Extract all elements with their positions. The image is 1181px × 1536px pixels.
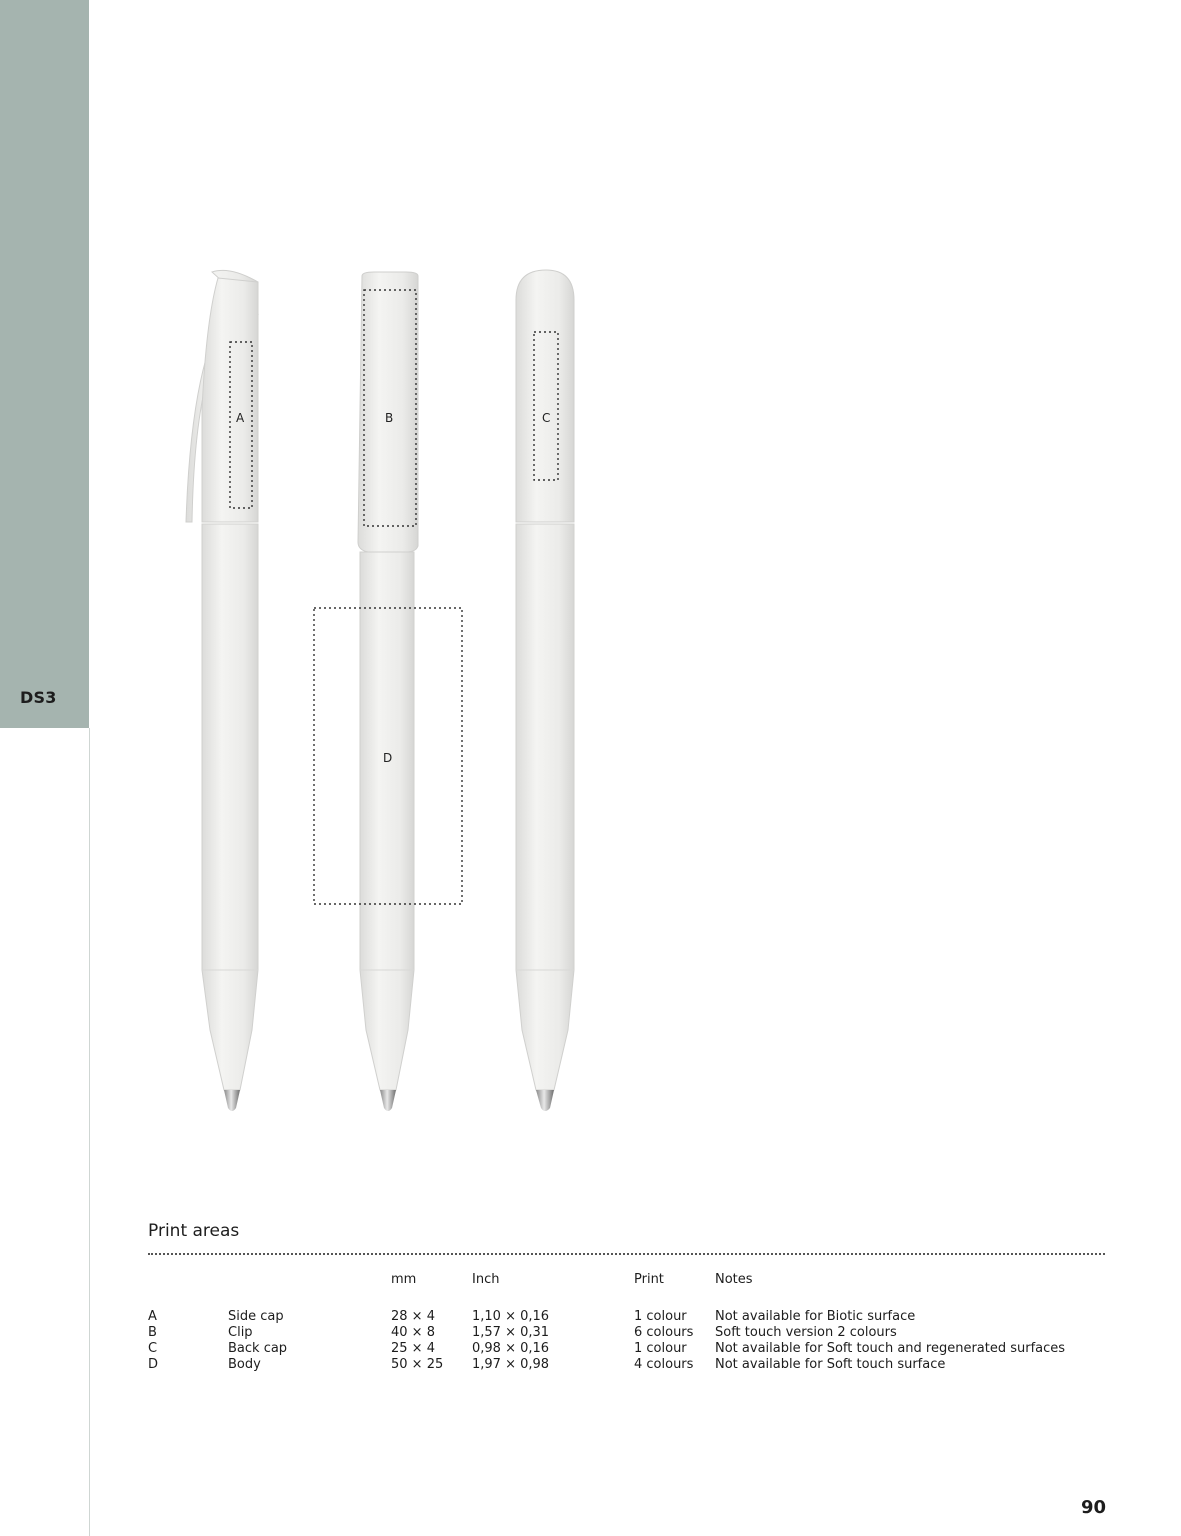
pen-front-view	[314, 272, 462, 1111]
table-header-row	[148, 1272, 1105, 1298]
row-mm: 40 × 8	[391, 1325, 435, 1340]
pen-illustration-svg	[150, 260, 630, 1130]
row-name: Body	[228, 1357, 261, 1372]
table-row	[148, 1357, 1105, 1373]
pen-cap	[202, 278, 258, 522]
row-inch: 1,57 × 0,31	[472, 1325, 550, 1340]
side-divider-line	[89, 728, 90, 1536]
side-color-band	[0, 0, 89, 728]
row-inch: 1,10 × 0,16	[472, 1309, 550, 1324]
pen-back-cap	[516, 270, 574, 522]
header-notes: Notes	[715, 1272, 753, 1287]
row-name: Side cap	[228, 1309, 284, 1324]
print-area-b-label: B	[385, 411, 394, 425]
pen-side-view	[186, 270, 258, 1111]
row-inch: 0,98 × 0,16	[472, 1341, 550, 1356]
row-key: A	[148, 1309, 157, 1324]
pen-barrel	[202, 524, 258, 1090]
row-print: 1 colour	[634, 1309, 687, 1324]
row-key: D	[148, 1357, 159, 1372]
pen-tip	[536, 1090, 554, 1111]
pen-illustrations	[150, 260, 630, 1130]
print-area-d-label: D	[383, 751, 393, 765]
table-row	[148, 1309, 1105, 1325]
row-notes: Not available for Biotic surface	[715, 1309, 916, 1324]
header-print: Print	[634, 1272, 664, 1287]
print-areas-table	[148, 1272, 1105, 1373]
pen-back-view	[516, 270, 574, 1111]
row-name: Clip	[228, 1325, 253, 1340]
pen-barrel	[516, 524, 574, 1090]
row-mm: 50 × 25	[391, 1357, 444, 1372]
header-name	[228, 1272, 391, 1298]
row-key: B	[148, 1325, 157, 1340]
row-name: Back cap	[228, 1341, 288, 1356]
row-notes: Soft touch version 2 colours	[715, 1325, 897, 1340]
row-print: 6 colours	[634, 1325, 694, 1340]
row-key: C	[148, 1341, 158, 1356]
table-row	[148, 1325, 1105, 1341]
header-key	[148, 1272, 228, 1298]
pen-tip	[380, 1090, 396, 1111]
header-mm: mm	[391, 1272, 417, 1287]
pen-barrel	[360, 552, 414, 1090]
page-number: 90	[1081, 1497, 1107, 1518]
model-code-label: DS3	[20, 688, 57, 707]
print-area-a-label: A	[236, 411, 245, 425]
row-notes: Not available for Soft touch and regenerated surfaces	[715, 1341, 1066, 1356]
print-areas-title: Print areas	[148, 1221, 240, 1241]
pen-tip	[224, 1090, 240, 1111]
header-inch: Inch	[472, 1272, 500, 1287]
row-inch: 1,97 × 0,98	[472, 1357, 550, 1372]
row-print: 1 colour	[634, 1341, 687, 1356]
row-print: 4 colours	[634, 1357, 694, 1372]
row-mm: 28 × 4	[391, 1309, 435, 1324]
table-row	[148, 1341, 1105, 1357]
row-notes: Not available for Soft touch surface	[715, 1357, 946, 1372]
print-area-c-label: C	[542, 411, 551, 425]
dotted-divider	[148, 1253, 1105, 1255]
row-mm: 25 × 4	[391, 1341, 435, 1356]
